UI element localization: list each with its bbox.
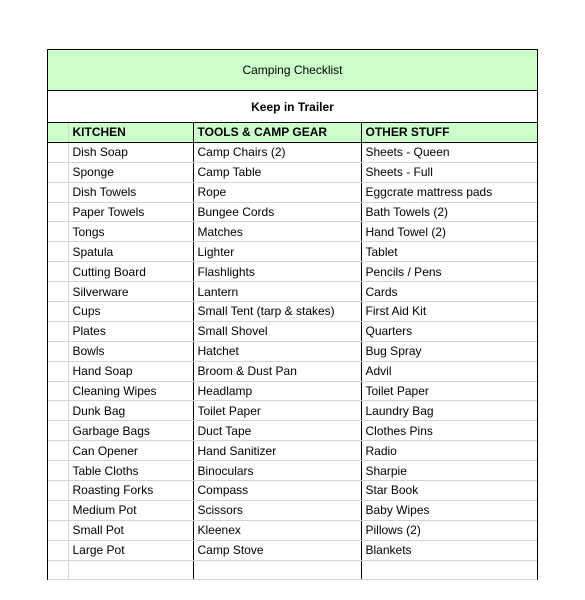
- tools-cell[interactable]: Camp Chairs (2): [193, 142, 361, 162]
- tools-cell[interactable]: Hatchet: [193, 341, 361, 361]
- tools-cell[interactable]: Kleenex: [193, 520, 361, 540]
- tools-cell[interactable]: Headlamp: [193, 381, 361, 401]
- other-stuff-cell[interactable]: Baby Wipes: [361, 500, 537, 520]
- kitchen-cell[interactable]: Roasting Forks: [68, 481, 193, 501]
- checkbox-cell[interactable]: [48, 361, 68, 381]
- kitchen-cell[interactable]: Sponge: [68, 162, 193, 182]
- checkbox-cell[interactable]: [48, 461, 68, 481]
- tools-cell[interactable]: Bungee Cords: [193, 202, 361, 222]
- kitchen-cell[interactable]: Can Opener: [68, 441, 193, 461]
- checkbox-cell[interactable]: [48, 182, 68, 202]
- other-stuff-cell[interactable]: Eggcrate mattress pads: [361, 182, 537, 202]
- checkbox-cell[interactable]: [48, 401, 68, 421]
- other-stuff-cell[interactable]: Hand Towel (2): [361, 222, 537, 242]
- checkbox-cell[interactable]: [48, 321, 68, 341]
- other-stuff-cell[interactable]: Bug Spray: [361, 341, 537, 361]
- table-row: [48, 262, 537, 282]
- checkbox-cell[interactable]: [48, 222, 68, 242]
- tools-cell[interactable]: Duct Tape: [193, 421, 361, 441]
- other-stuff-cell[interactable]: Pencils / Pens: [361, 262, 537, 282]
- tools-cell[interactable]: Scissors: [193, 500, 361, 520]
- table-row: [48, 560, 537, 580]
- other-stuff-cell[interactable]: Clothes Pins: [361, 421, 537, 441]
- sheet-subtitle: Keep in Trailer: [251, 99, 334, 114]
- table-row: [48, 381, 537, 401]
- checkbox-cell[interactable]: [48, 421, 68, 441]
- kitchen-cell[interactable]: Cups: [68, 302, 193, 322]
- table-row: [48, 242, 537, 262]
- other-stuff-cell[interactable]: [361, 560, 537, 580]
- tools-cell[interactable]: Flashlights: [193, 262, 361, 282]
- table-row: [48, 461, 537, 481]
- table-row: [48, 142, 537, 162]
- header-tools-camp-gear[interactable]: TOOLS & CAMP GEAR: [193, 123, 361, 142]
- table-row: [48, 162, 537, 182]
- tools-cell[interactable]: Lantern: [193, 282, 361, 302]
- table-row: [48, 222, 537, 242]
- checkbox-cell[interactable]: [48, 202, 68, 222]
- table-row: [48, 401, 537, 421]
- tools-cell[interactable]: Lighter: [193, 242, 361, 262]
- kitchen-cell[interactable]: Bowls: [68, 341, 193, 361]
- tools-cell[interactable]: Small Shovel: [193, 321, 361, 341]
- checkbox-cell[interactable]: [48, 520, 68, 540]
- table-row: [48, 202, 537, 222]
- checkbox-cell[interactable]: [48, 282, 68, 302]
- table-row: [48, 282, 537, 302]
- other-stuff-cell[interactable]: Radio: [361, 441, 537, 461]
- other-stuff-cell[interactable]: Sheets - Full: [361, 162, 537, 182]
- table-row: [48, 481, 537, 501]
- kitchen-cell[interactable]: Small Pot: [68, 520, 193, 540]
- checkbox-cell[interactable]: [48, 540, 68, 560]
- other-stuff-cell[interactable]: Tablet: [361, 242, 537, 262]
- table-row: [48, 302, 537, 322]
- other-stuff-cell[interactable]: Quarters: [361, 321, 537, 341]
- checklist-sheet: [47, 49, 538, 580]
- table-row: [48, 182, 537, 202]
- other-stuff-cell[interactable]: Laundry Bag: [361, 401, 537, 421]
- checkbox-cell[interactable]: [48, 441, 68, 461]
- tools-cell[interactable]: Camp Stove: [193, 540, 361, 560]
- kitchen-cell[interactable]: Paper Towels: [68, 202, 193, 222]
- kitchen-cell[interactable]: Dish Soap: [68, 142, 193, 162]
- kitchen-cell[interactable]: Dunk Bag: [68, 401, 193, 421]
- sheet-title: Camping Checklist: [242, 63, 343, 77]
- header-row: [48, 123, 537, 142]
- other-stuff-cell[interactable]: Advil: [361, 361, 537, 381]
- other-stuff-cell[interactable]: Toilet Paper: [361, 381, 537, 401]
- kitchen-cell[interactable]: Cutting Board: [68, 262, 193, 282]
- tools-cell[interactable]: Broom & Dust Pan: [193, 361, 361, 381]
- kitchen-cell[interactable]: Medium Pot: [68, 500, 193, 520]
- other-stuff-cell[interactable]: First Aid Kit: [361, 302, 537, 322]
- header-checkbox-cell[interactable]: [48, 123, 68, 142]
- table-row: [48, 341, 537, 361]
- kitchen-cell[interactable]: Garbage Bags: [68, 421, 193, 441]
- checkbox-cell[interactable]: [48, 481, 68, 501]
- kitchen-cell[interactable]: Silverware: [68, 282, 193, 302]
- tools-cell[interactable]: Small Tent (tarp & stakes): [193, 302, 361, 322]
- kitchen-cell[interactable]: Table Cloths: [68, 461, 193, 481]
- tools-cell[interactable]: Rope: [193, 182, 361, 202]
- kitchen-cell[interactable]: Plates: [68, 321, 193, 341]
- kitchen-cell[interactable]: [68, 560, 193, 580]
- checkbox-cell[interactable]: [48, 142, 68, 162]
- kitchen-cell[interactable]: Cleaning Wipes: [68, 381, 193, 401]
- kitchen-cell[interactable]: Tongs: [68, 222, 193, 242]
- table-row: [48, 500, 537, 520]
- checkbox-cell[interactable]: [48, 560, 68, 580]
- tools-cell[interactable]: Compass: [193, 481, 361, 501]
- kitchen-cell[interactable]: Large Pot: [68, 540, 193, 560]
- checkbox-cell[interactable]: [48, 341, 68, 361]
- table-row: [48, 421, 537, 441]
- table-row: [48, 361, 537, 381]
- kitchen-cell[interactable]: Hand Soap: [68, 361, 193, 381]
- table-row: [48, 540, 537, 560]
- tools-cell[interactable]: Binoculars: [193, 461, 361, 481]
- tools-cell[interactable]: Toilet Paper: [193, 401, 361, 421]
- other-stuff-cell[interactable]: Cards: [361, 282, 537, 302]
- tools-cell[interactable]: [193, 560, 361, 580]
- other-stuff-cell[interactable]: Blankets: [361, 540, 537, 560]
- table-row: [48, 441, 537, 461]
- other-stuff-cell[interactable]: Star Book: [361, 481, 537, 501]
- tools-cell[interactable]: Matches: [193, 222, 361, 242]
- checkbox-cell[interactable]: [48, 302, 68, 322]
- checkbox-cell[interactable]: [48, 242, 68, 262]
- tools-cell[interactable]: Camp Table: [193, 162, 361, 182]
- header-kitchen[interactable]: KITCHEN: [68, 123, 193, 142]
- checkbox-cell[interactable]: [48, 162, 68, 182]
- checkbox-cell[interactable]: [48, 381, 68, 401]
- kitchen-cell[interactable]: Spatula: [68, 242, 193, 262]
- header-other-stuff[interactable]: OTHER STUFF: [361, 123, 537, 142]
- tools-cell[interactable]: Hand Sanitizer: [193, 441, 361, 461]
- sheet-title-cell[interactable]: [48, 49, 537, 91]
- checkbox-cell[interactable]: [48, 262, 68, 282]
- checkbox-cell[interactable]: [48, 500, 68, 520]
- checklist-table: [48, 123, 537, 580]
- table-row: [48, 321, 537, 341]
- other-stuff-cell[interactable]: Sheets - Queen: [361, 142, 537, 162]
- kitchen-cell[interactable]: Dish Towels: [68, 182, 193, 202]
- other-stuff-cell[interactable]: Pillows (2): [361, 520, 537, 540]
- other-stuff-cell[interactable]: Bath Towels (2): [361, 202, 537, 222]
- other-stuff-cell[interactable]: Sharpie: [361, 461, 537, 481]
- sheet-subtitle-cell[interactable]: [48, 91, 537, 123]
- table-row: [48, 520, 537, 540]
- checklist-rows: [48, 142, 537, 580]
